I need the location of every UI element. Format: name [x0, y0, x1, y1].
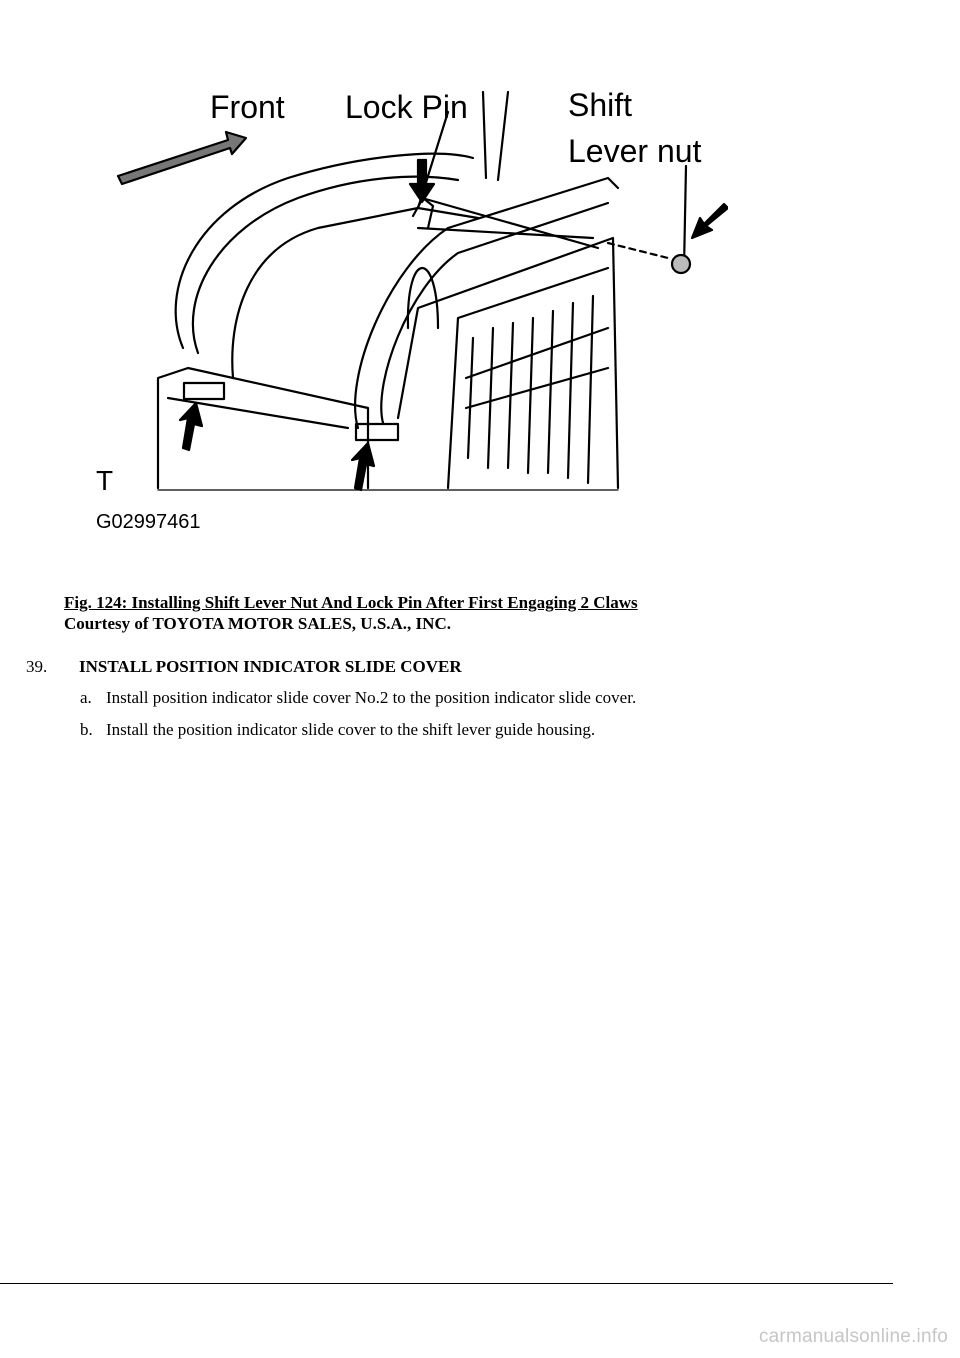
- shift-lever-figure: [88, 78, 728, 538]
- label-lock-pin: Lock Pin: [345, 89, 468, 125]
- label-front: Front: [210, 89, 285, 125]
- substep-text: Install the position indicator slide cover to the shift lever guide housing.: [106, 720, 596, 739]
- claw-arrow-right: [352, 443, 374, 490]
- substep-item: [80, 687, 636, 708]
- front-arrow: [118, 132, 246, 184]
- caption-title: Fig. 124: Installing Shift Lever Nut And Lock Pin After First Engaging 2 Claws: [64, 593, 638, 612]
- figure-caption: [64, 592, 638, 634]
- step-heading: INSTALL POSITION INDICATOR SLIDE COVER: [79, 657, 462, 676]
- figure-code: G02997461: [96, 511, 201, 533]
- shift-lever-diagram: [88, 78, 728, 538]
- claw-arrow-left: [180, 403, 202, 450]
- label-shift: Shift: [568, 87, 633, 123]
- substep-marker: b.: [80, 720, 93, 739]
- substep-item: [80, 719, 636, 740]
- substep-text: Install position indicator slide cover No.2 to the position indicator slide cover.: [106, 688, 637, 707]
- shift-lever-nut-arrow: [692, 204, 728, 238]
- substep-list: [80, 687, 636, 751]
- step-number: 39.: [26, 657, 48, 676]
- procedure-step: [26, 657, 462, 677]
- caption-credit: Courtesy of TOYOTA MOTOR SALES, U.S.A., INC.: [64, 614, 451, 633]
- site-watermark: carmanualsonline.info: [758, 1326, 948, 1347]
- shift-lever-nut: [672, 255, 690, 273]
- label-t-mark: T: [96, 465, 114, 496]
- page-divider: [0, 1283, 893, 1284]
- substep-marker: a.: [80, 688, 92, 707]
- label-lever-nut: Lever nut: [568, 133, 702, 169]
